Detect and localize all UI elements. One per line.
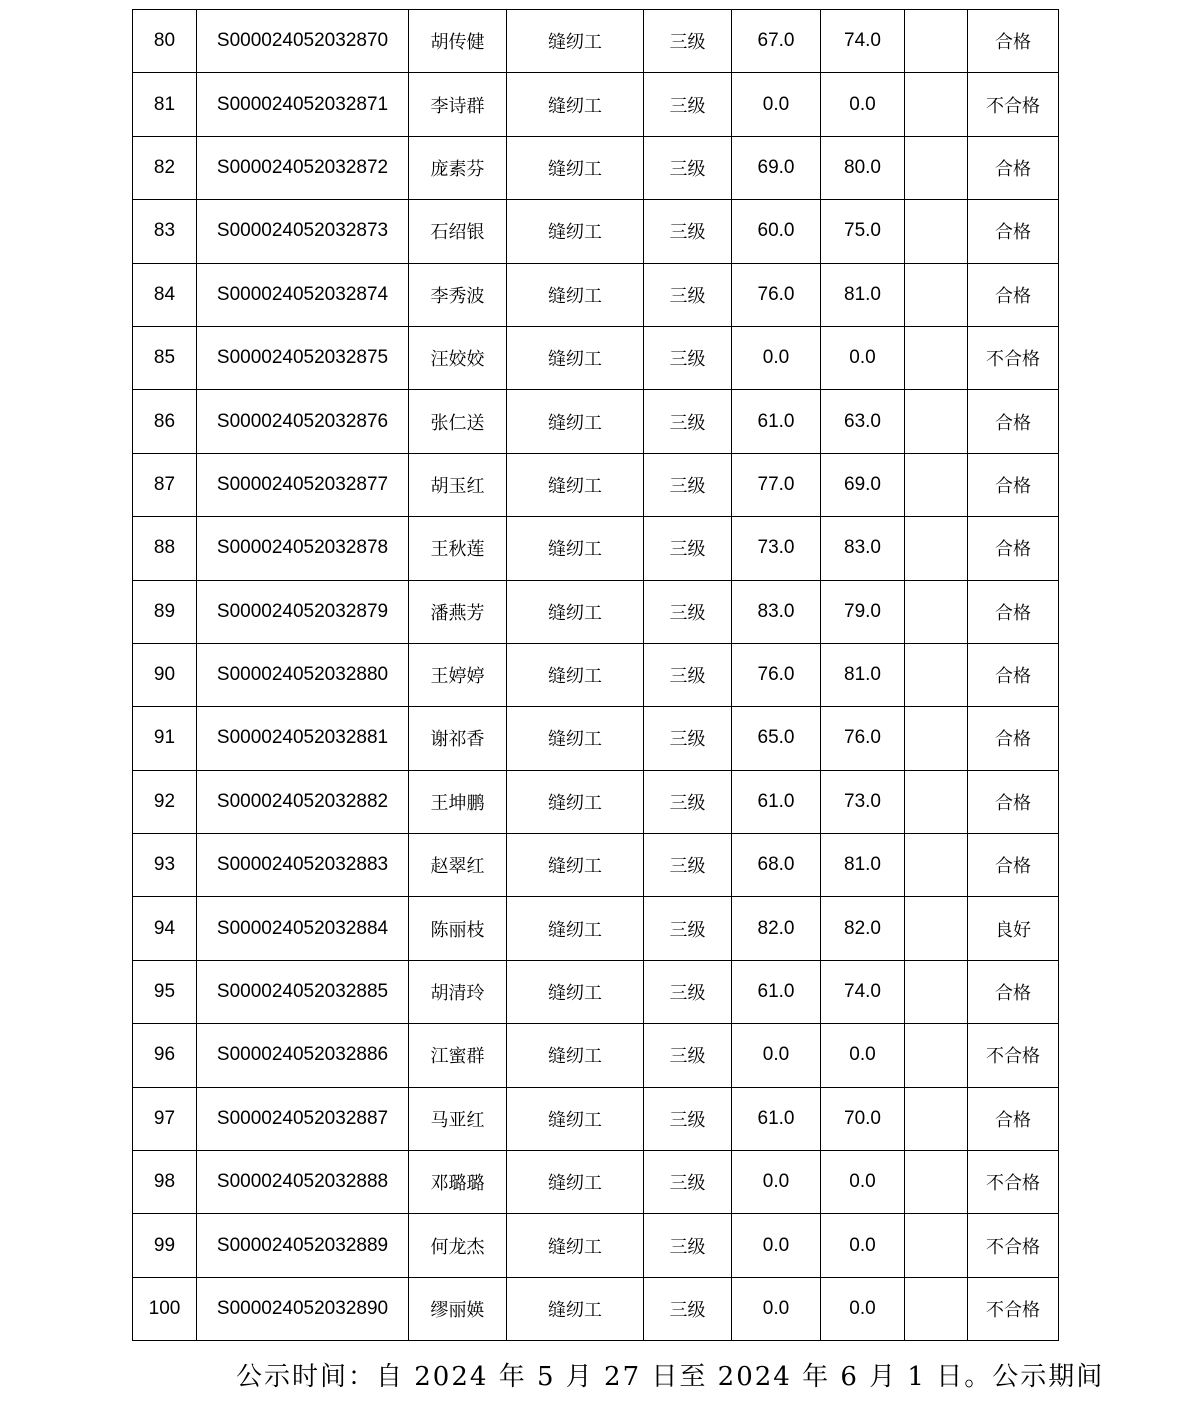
level-cell: 三级 (644, 643, 732, 706)
exam-id-cell: S000024052032880 (197, 643, 409, 706)
empty-cell-cell (905, 390, 968, 453)
row-number-cell: 92 (133, 770, 197, 833)
level-cell: 三级 (644, 960, 732, 1023)
level-cell: 三级 (644, 1087, 732, 1150)
level-cell: 三级 (644, 517, 732, 580)
exam-id-cell: S000024052032888 (197, 1151, 409, 1214)
result-cell: 不合格 (968, 1024, 1059, 1087)
result-cell: 不合格 (968, 1214, 1059, 1277)
empty-cell-cell (905, 707, 968, 770)
practical-score-cell: 75.0 (821, 200, 905, 263)
empty-cell-cell (905, 200, 968, 263)
table-row (133, 707, 1059, 770)
exam-id-cell: S000024052032885 (197, 960, 409, 1023)
table-row (133, 136, 1059, 199)
candidate-name-cell: 胡传健 (409, 10, 507, 73)
table-row (133, 73, 1059, 136)
theory-score-cell: 0.0 (732, 1277, 821, 1340)
theory-score-cell: 73.0 (732, 517, 821, 580)
result-cell: 合格 (968, 263, 1059, 326)
theory-score-cell: 61.0 (732, 770, 821, 833)
practical-score-cell: 81.0 (821, 834, 905, 897)
theory-score-cell: 67.0 (732, 10, 821, 73)
theory-score-cell: 0.0 (732, 73, 821, 136)
row-number-cell: 82 (133, 136, 197, 199)
result-cell: 合格 (968, 834, 1059, 897)
table-row (133, 10, 1059, 73)
theory-score-cell: 77.0 (732, 453, 821, 516)
occupation-cell: 缝纫工 (507, 10, 644, 73)
result-cell: 合格 (968, 707, 1059, 770)
practical-score-cell: 0.0 (821, 326, 905, 389)
candidate-name-cell: 胡清玲 (409, 960, 507, 1023)
practical-score-cell: 76.0 (821, 707, 905, 770)
table-row (133, 326, 1059, 389)
row-number-cell: 85 (133, 326, 197, 389)
practical-score-cell: 0.0 (821, 73, 905, 136)
row-number-cell: 100 (133, 1277, 197, 1340)
level-cell: 三级 (644, 390, 732, 453)
exam-id-cell: S000024052032871 (197, 73, 409, 136)
row-number-cell: 93 (133, 834, 197, 897)
practical-score-cell: 82.0 (821, 897, 905, 960)
occupation-cell: 缝纫工 (507, 1277, 644, 1340)
level-cell: 三级 (644, 200, 732, 263)
theory-score-cell: 65.0 (732, 707, 821, 770)
empty-cell-cell (905, 517, 968, 580)
occupation-cell: 缝纫工 (507, 707, 644, 770)
theory-score-cell: 61.0 (732, 390, 821, 453)
occupation-cell: 缝纫工 (507, 770, 644, 833)
table-row (133, 643, 1059, 706)
exam-id-cell: S000024052032882 (197, 770, 409, 833)
result-cell: 不合格 (968, 73, 1059, 136)
exam-id-cell: S000024052032883 (197, 834, 409, 897)
practical-score-cell: 69.0 (821, 453, 905, 516)
practical-score-cell: 81.0 (821, 643, 905, 706)
exam-id-cell: S000024052032878 (197, 517, 409, 580)
practical-score-cell: 70.0 (821, 1087, 905, 1150)
practical-score-cell: 81.0 (821, 263, 905, 326)
exam-id-cell: S000024052032874 (197, 263, 409, 326)
occupation-cell: 缝纫工 (507, 73, 644, 136)
table-row (133, 960, 1059, 1023)
exam-id-cell: S000024052032889 (197, 1214, 409, 1277)
candidate-name-cell: 王坤鹏 (409, 770, 507, 833)
result-cell: 不合格 (968, 1277, 1059, 1340)
empty-cell-cell (905, 1087, 968, 1150)
occupation-cell: 缝纫工 (507, 580, 644, 643)
row-number-cell: 87 (133, 453, 197, 516)
theory-score-cell: 69.0 (732, 136, 821, 199)
empty-cell-cell (905, 453, 968, 516)
empty-cell-cell (905, 960, 968, 1023)
exam-id-cell: S000024052032886 (197, 1024, 409, 1087)
level-cell: 三级 (644, 834, 732, 897)
result-cell: 合格 (968, 517, 1059, 580)
candidate-name-cell: 李秀波 (409, 263, 507, 326)
occupation-cell: 缝纫工 (507, 453, 644, 516)
exam-id-cell: S000024052032875 (197, 326, 409, 389)
empty-cell-cell (905, 73, 968, 136)
level-cell: 三级 (644, 1024, 732, 1087)
result-cell: 合格 (968, 453, 1059, 516)
level-cell: 三级 (644, 326, 732, 389)
exam-id-cell: S000024052032873 (197, 200, 409, 263)
empty-cell-cell (905, 770, 968, 833)
result-cell: 合格 (968, 1087, 1059, 1150)
candidate-name-cell: 胡玉红 (409, 453, 507, 516)
exam-id-cell: S000024052032879 (197, 580, 409, 643)
empty-cell-cell (905, 1214, 968, 1277)
level-cell: 三级 (644, 1214, 732, 1277)
level-cell: 三级 (644, 580, 732, 643)
row-number-cell: 90 (133, 643, 197, 706)
table-row (133, 897, 1059, 960)
table-row (133, 1277, 1059, 1340)
candidate-name-cell: 王秋莲 (409, 517, 507, 580)
table-row (133, 517, 1059, 580)
occupation-cell: 缝纫工 (507, 960, 644, 1023)
exam-id-cell: S000024052032872 (197, 136, 409, 199)
theory-score-cell: 61.0 (732, 960, 821, 1023)
theory-score-cell: 60.0 (732, 200, 821, 263)
result-cell: 良好 (968, 897, 1059, 960)
candidate-name-cell: 谢祁香 (409, 707, 507, 770)
empty-cell-cell (905, 1151, 968, 1214)
exam-id-cell: S000024052032870 (197, 10, 409, 73)
theory-score-cell: 68.0 (732, 834, 821, 897)
notice-text: 公示时间：自 2024 年 5 月 27 日至 2024 年 6 月 1 日。公示期间 (236, 1362, 1105, 1392)
theory-score-cell: 0.0 (732, 326, 821, 389)
result-cell: 不合格 (968, 1151, 1059, 1214)
row-number-cell: 88 (133, 517, 197, 580)
row-number-cell: 86 (133, 390, 197, 453)
table-row (133, 453, 1059, 516)
result-cell: 合格 (968, 643, 1059, 706)
candidate-name-cell: 石绍银 (409, 200, 507, 263)
candidate-name-cell: 赵翠红 (409, 834, 507, 897)
candidate-name-cell: 汪姣姣 (409, 326, 507, 389)
row-number-cell: 89 (133, 580, 197, 643)
level-cell: 三级 (644, 897, 732, 960)
occupation-cell: 缝纫工 (507, 1087, 644, 1150)
empty-cell-cell (905, 834, 968, 897)
theory-score-cell: 83.0 (732, 580, 821, 643)
candidate-name-cell: 江蜜群 (409, 1024, 507, 1087)
level-cell: 三级 (644, 770, 732, 833)
exam-id-cell: S000024052032890 (197, 1277, 409, 1340)
practical-score-cell: 63.0 (821, 390, 905, 453)
table-row (133, 200, 1059, 263)
exam-id-cell: S000024052032884 (197, 897, 409, 960)
table-row (133, 580, 1059, 643)
table-row (133, 1087, 1059, 1150)
occupation-cell: 缝纫工 (507, 1151, 644, 1214)
level-cell: 三级 (644, 707, 732, 770)
exam-id-cell: S000024052032881 (197, 707, 409, 770)
candidate-name-cell: 缪丽媖 (409, 1277, 507, 1340)
table-row (133, 1151, 1059, 1214)
theory-score-cell: 61.0 (732, 1087, 821, 1150)
candidate-name-cell: 庞素芬 (409, 136, 507, 199)
table-row (133, 1214, 1059, 1277)
row-number-cell: 83 (133, 200, 197, 263)
theory-score-cell: 0.0 (732, 1214, 821, 1277)
empty-cell-cell (905, 326, 968, 389)
result-cell: 合格 (968, 770, 1059, 833)
empty-cell-cell (905, 1024, 968, 1087)
empty-cell-cell (905, 10, 968, 73)
level-cell: 三级 (644, 263, 732, 326)
occupation-cell: 缝纫工 (507, 326, 644, 389)
table-row (133, 263, 1059, 326)
row-number-cell: 80 (133, 10, 197, 73)
row-number-cell: 99 (133, 1214, 197, 1277)
row-number-cell: 84 (133, 263, 197, 326)
result-cell: 合格 (968, 136, 1059, 199)
occupation-cell: 缝纫工 (507, 136, 644, 199)
candidate-name-cell: 张仁送 (409, 390, 507, 453)
table-row (133, 390, 1059, 453)
level-cell: 三级 (644, 136, 732, 199)
empty-cell-cell (905, 136, 968, 199)
results-table (132, 9, 1059, 1341)
occupation-cell: 缝纫工 (507, 897, 644, 960)
result-cell: 合格 (968, 390, 1059, 453)
candidate-name-cell: 陈丽枝 (409, 897, 507, 960)
occupation-cell: 缝纫工 (507, 834, 644, 897)
level-cell: 三级 (644, 73, 732, 136)
theory-score-cell: 76.0 (732, 643, 821, 706)
exam-id-cell: S000024052032877 (197, 453, 409, 516)
practical-score-cell: 0.0 (821, 1214, 905, 1277)
result-cell: 合格 (968, 200, 1059, 263)
result-cell: 合格 (968, 960, 1059, 1023)
candidate-name-cell: 马亚红 (409, 1087, 507, 1150)
table-row (133, 834, 1059, 897)
level-cell: 三级 (644, 10, 732, 73)
empty-cell-cell (905, 580, 968, 643)
exam-id-cell: S000024052032887 (197, 1087, 409, 1150)
candidate-name-cell: 邓璐璐 (409, 1151, 507, 1214)
occupation-cell: 缝纫工 (507, 517, 644, 580)
row-number-cell: 98 (133, 1151, 197, 1214)
empty-cell-cell (905, 1277, 968, 1340)
occupation-cell: 缝纫工 (507, 1214, 644, 1277)
row-number-cell: 97 (133, 1087, 197, 1150)
theory-score-cell: 0.0 (732, 1024, 821, 1087)
candidate-name-cell: 李诗群 (409, 73, 507, 136)
level-cell: 三级 (644, 1277, 732, 1340)
result-cell: 合格 (968, 10, 1059, 73)
candidate-name-cell: 王婷婷 (409, 643, 507, 706)
practical-score-cell: 74.0 (821, 960, 905, 1023)
result-cell: 合格 (968, 580, 1059, 643)
level-cell: 三级 (644, 1151, 732, 1214)
empty-cell-cell (905, 263, 968, 326)
practical-score-cell: 80.0 (821, 136, 905, 199)
row-number-cell: 94 (133, 897, 197, 960)
practical-score-cell: 73.0 (821, 770, 905, 833)
theory-score-cell: 76.0 (732, 263, 821, 326)
practical-score-cell: 0.0 (821, 1151, 905, 1214)
practical-score-cell: 0.0 (821, 1024, 905, 1087)
candidate-name-cell: 潘燕芳 (409, 580, 507, 643)
candidate-name-cell: 何龙杰 (409, 1214, 507, 1277)
occupation-cell: 缝纫工 (507, 263, 644, 326)
theory-score-cell: 82.0 (732, 897, 821, 960)
row-number-cell: 81 (133, 73, 197, 136)
row-number-cell: 95 (133, 960, 197, 1023)
exam-id-cell: S000024052032876 (197, 390, 409, 453)
result-cell: 不合格 (968, 326, 1059, 389)
practical-score-cell: 0.0 (821, 1277, 905, 1340)
table-row (133, 770, 1059, 833)
practical-score-cell: 83.0 (821, 517, 905, 580)
table-row (133, 1024, 1059, 1087)
occupation-cell: 缝纫工 (507, 390, 644, 453)
occupation-cell: 缝纫工 (507, 643, 644, 706)
theory-score-cell: 0.0 (732, 1151, 821, 1214)
occupation-cell: 缝纫工 (507, 1024, 644, 1087)
practical-score-cell: 79.0 (821, 580, 905, 643)
empty-cell-cell (905, 897, 968, 960)
row-number-cell: 96 (133, 1024, 197, 1087)
level-cell: 三级 (644, 453, 732, 516)
row-number-cell: 91 (133, 707, 197, 770)
practical-score-cell: 74.0 (821, 10, 905, 73)
occupation-cell: 缝纫工 (507, 200, 644, 263)
empty-cell-cell (905, 643, 968, 706)
